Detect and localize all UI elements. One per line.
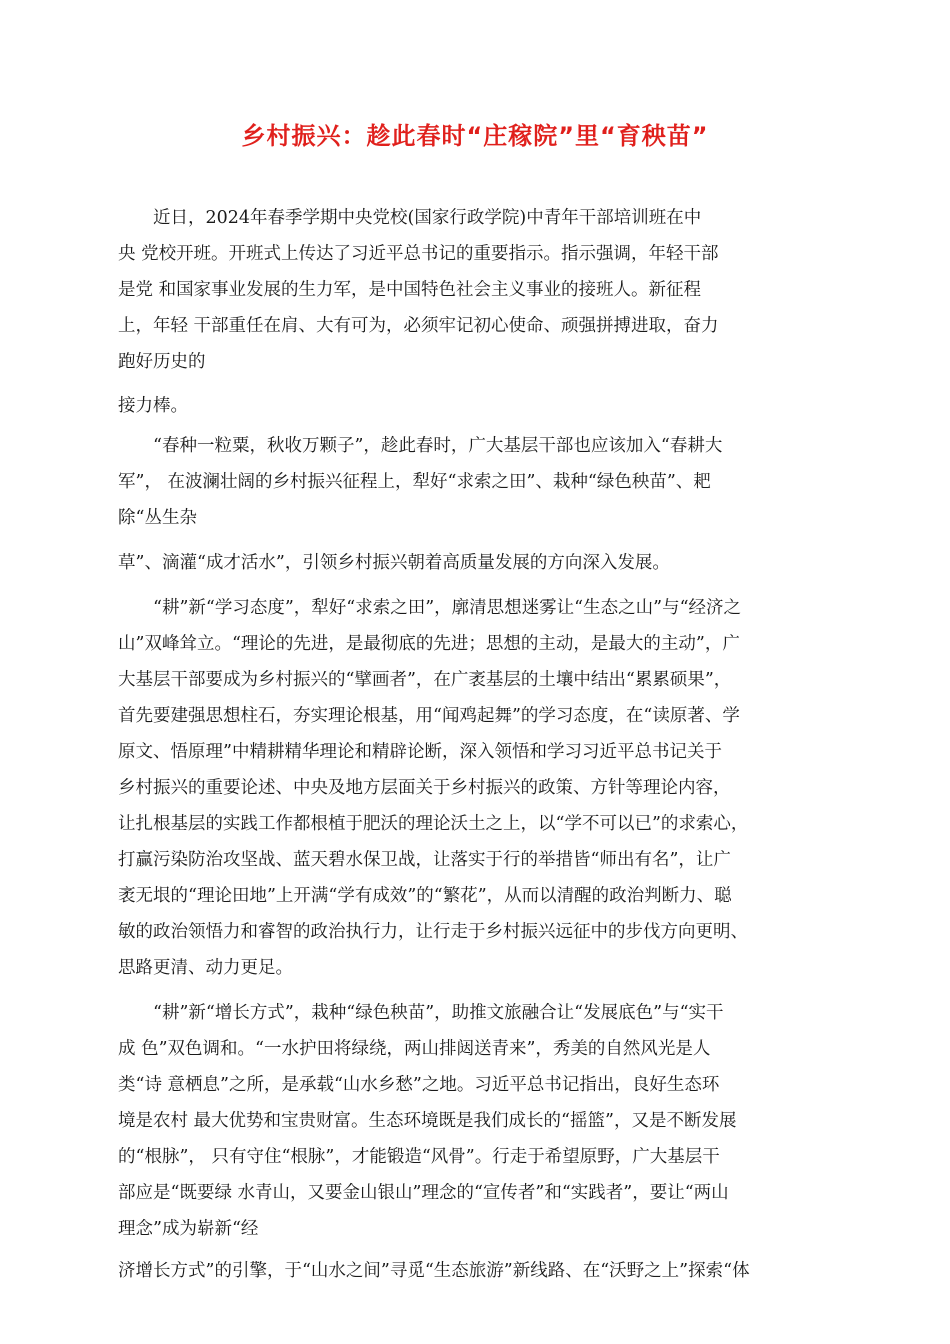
text-line: 类“诗 意栖息”之所，是承载“山水乡愁”之地。习近平总书记指出，良好生态环 — [118, 1075, 720, 1095]
text-line: 敏的政治领悟力和睿智的政治执行力，让行走于乡村振兴远征中的步伐方向更明、 — [118, 922, 748, 942]
text-line: 军”， 在波澜壮阔的乡村振兴征程上，犁好“求索之田”、栽种“绿色秧苗”、耙 — [118, 472, 711, 492]
text-line: 山”双峰耸立。“理论的先进，是最彻底的先进；思想的主动，是最大的主动”，广 — [118, 634, 740, 654]
text-line: 大基层干部要成为乡村振兴的“擘画者”，在广袤基层的土壤中结出“累累硕果”， — [118, 670, 732, 690]
text-line: 部应是“既要绿 水青山，又要金山银山”理念的“宣传者”和“实践者”，要让“两山 — [118, 1183, 729, 1203]
paragraph-block — [118, 200, 719, 380]
text-line: 跑好历史的 — [118, 352, 206, 372]
text-line: 乡村振兴的重要论述、中央及地方层面关于乡村振兴的政策、方针等理论内容， — [118, 778, 731, 798]
text-line: “春种一粒粟，秋收万颗子”，趁此春时，广大基层干部也应该加入“春耕大 — [118, 436, 723, 456]
paragraph-block — [118, 428, 722, 536]
text-line: 袤无垠的“理论田地”上开满“学有成效”的“繁花”，从而以清醒的政治判断力、聪 — [118, 886, 732, 906]
text-line: 济增长方式”的引擎，于“山水之间”寻觅“生态旅游”新线路、在“沃野之上”探索“体 — [118, 1261, 750, 1281]
text-line: 是党 和国家事业发展的生力军，是中国特色社会主义事业的接班人。新征程 — [118, 280, 702, 300]
text-line: 央 党校开班。开班式上传达了习近平总书记的重要指示。指示强调，年轻干部 — [118, 244, 719, 264]
paragraph-block — [118, 1253, 750, 1289]
text-line: 境是农村 最大优势和宝贵财富。生态环境既是我们成长的“摇篮”，又是不断发展 — [118, 1111, 737, 1131]
paragraph-block — [118, 545, 670, 581]
paragraph-block — [118, 388, 188, 424]
text-line: 草”、滴灌“成才活水”，引领乡村振兴朝着高质量发展的方向深入发展。 — [118, 553, 670, 573]
text-line: 近日，2024年春季学期中央党校(国家行政学院)中青年干部培训班在中 — [118, 208, 702, 228]
paragraph-block — [118, 590, 748, 950]
text-line: 首先要建强思想柱石，夯实理论根基，用“闻鸡起舞”的学习态度，在“读原著、学 — [118, 706, 740, 726]
text-line: “耕”新“学习态度”，犁好“求索之田”，廓清思想迷雾让“生态之山”与“经济之 — [118, 598, 742, 618]
text-line: 思路更清、动力更足。 — [118, 958, 293, 978]
text-line: 原文、悟原理”中精耕精华理论和精辟论断，深入领悟和学习习近平总书记关于 — [118, 742, 722, 762]
text-line: 上，年轻 干部重任在肩、大有可为，必须牢记初心使命、顽强拼搏进取，奋力 — [118, 316, 719, 336]
text-line: 打赢污染防治攻坚战、蓝天碧水保卫战，让落实于行的举措皆“师出有名”，让广 — [118, 850, 731, 870]
paragraph-block — [118, 995, 736, 1247]
text-line: 理念”成为崭新“经 — [118, 1219, 259, 1239]
text-line: 除“丛生杂 — [118, 508, 197, 528]
text-line: “耕”新“增长方式”，栽种“绿色秧苗”，助推文旅融合让“发展底色”与“实干 — [118, 1003, 724, 1023]
document-title: 乡村振兴：趁此春时“庄稼院”里“育秧苗” — [241, 122, 709, 150]
text-line: 接力棒。 — [118, 396, 188, 416]
text-line: 的“根脉”， 只有守住“根脉”，才能锻造“风骨”。行走于希望原野，广大基层干 — [118, 1147, 720, 1167]
text-line: 成 色”双色调和。“一水护田将绿绕，两山排闼送青来”，秀美的自然风光是人 — [118, 1039, 711, 1059]
paragraph-block — [118, 950, 293, 986]
text-line: 让扎根基层的实践工作都根植于肥沃的理论沃土之上，以“学不可以已”的求索心， — [118, 814, 749, 834]
